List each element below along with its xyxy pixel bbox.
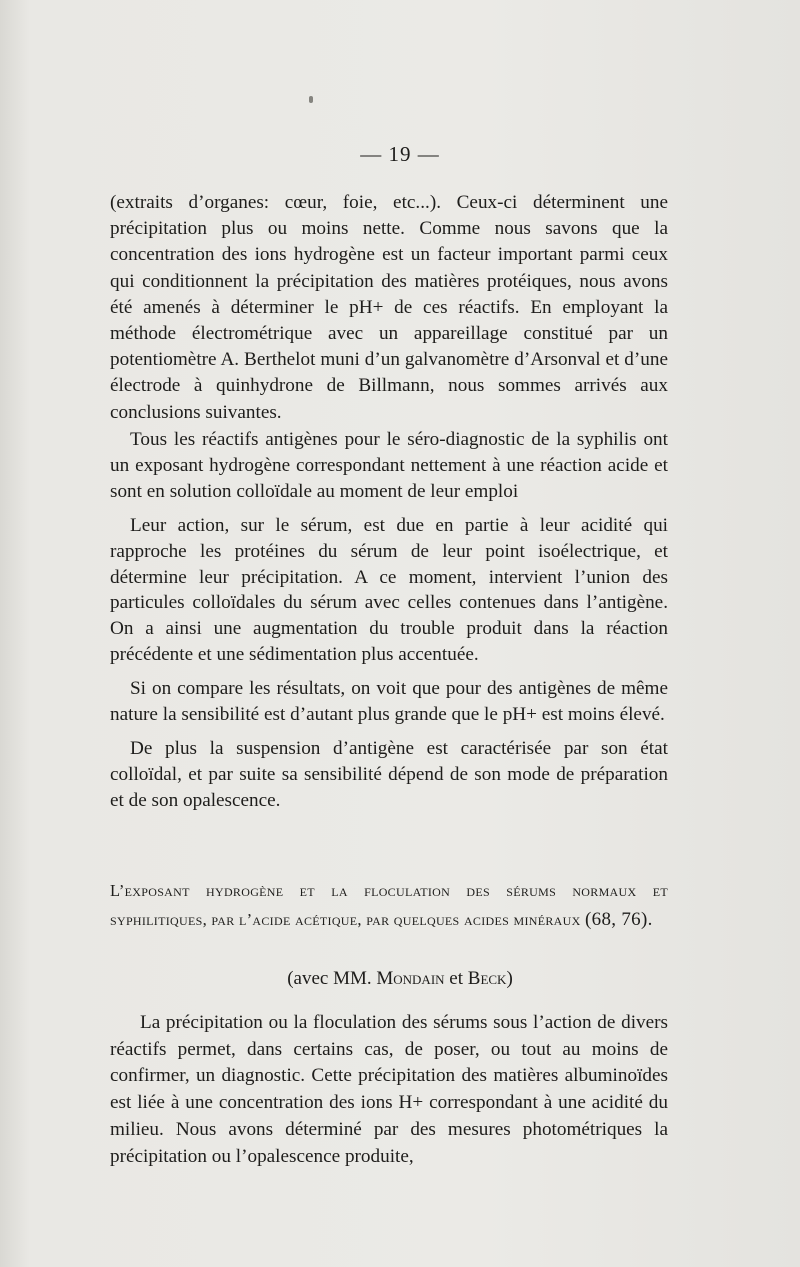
page-number: — 19 — bbox=[360, 142, 440, 166]
section-heading bbox=[110, 876, 668, 934]
paragraph-block-1 bbox=[110, 190, 668, 426]
byline-suffix: ) bbox=[506, 968, 513, 989]
paragraph: De plus la suspension d’antigène est caractérisée par son état colloïdal, et par suite sa sensibilité dépend de son mode de préparation et de son opalescence. bbox=[110, 737, 668, 811]
authors-byline bbox=[0, 968, 800, 990]
paragraph: Tous les réactifs antigènes pour le séro-diagnostic de la syphilis ont un exposant hydrogène correspondant nettement à une réaction acide et sont en solution colloïdale au moment de leur emploi bbox=[110, 429, 668, 502]
paragraph-block-2 bbox=[110, 427, 668, 814]
section-heading-refs: (68, 76). bbox=[585, 909, 653, 930]
ink-speck bbox=[309, 96, 313, 103]
paragraph: Si on compare les résultats, on voit que pour des antigènes de même nature la sensibilité est d’autant plus grande que le pH+ est moins élevé. bbox=[110, 678, 668, 726]
author-name: Mondain bbox=[376, 968, 445, 989]
section-heading-text: L’exposant hydrogène et la floculation des sérums normaux et syphilitiques, par l’acide acétique, par quelques acides minéraux bbox=[110, 881, 668, 929]
byline-prefix: (avec MM. bbox=[287, 968, 372, 989]
paragraph: (extraits d’organes: cœur, foie, etc...). Ceux-ci déterminent une précipitation plus ou moins nette. Comme nous savons que la concentration des ions hydrogène est un facteur important parmi ceux qui conditionnent la précipitation des matières protéiques, nous avons été amenés à déterminer le pH+ de ces réactifs. En employant la méthode électrométrique avec un appareillage constitué par un potentiomètre A. Berthelot muni d’un galvanomètre d’Arsonval et d’une électrode à quinhydrone de Billmann, nous sommes arrivés aux conclusions suivantes. bbox=[110, 192, 668, 423]
author-name: Beck bbox=[467, 968, 507, 989]
paragraph: La précipitation ou la floculation des sérums sous l’action de divers réactifs permet, dans certains cas, de poser, ou tout au moins de confirmer, un diagnostic. Cette précipitation des matières albuminoïdes est liée à une concentration des ions H+ correspondant à une acidité du milieu. Nous avons déterminé par des mesures photométriques la précipitation ou l’opalescence produite, bbox=[110, 1012, 668, 1167]
byline-conjunction: et bbox=[449, 968, 464, 989]
paragraph-block-3 bbox=[110, 1010, 668, 1170]
paragraph: Leur action, sur le sérum, est due en partie à leur acidité qui rapproche les protéines du sérum de leur point isoélectrique, et détermine leur précipitation. A ce moment, intervient l’union des particules colloïdales du sérum avec celles contenues dans l’antigène. On a ainsi une augmentation du trouble produit dans la réaction précédente et une sédimentation plus accentuée. bbox=[110, 514, 668, 666]
